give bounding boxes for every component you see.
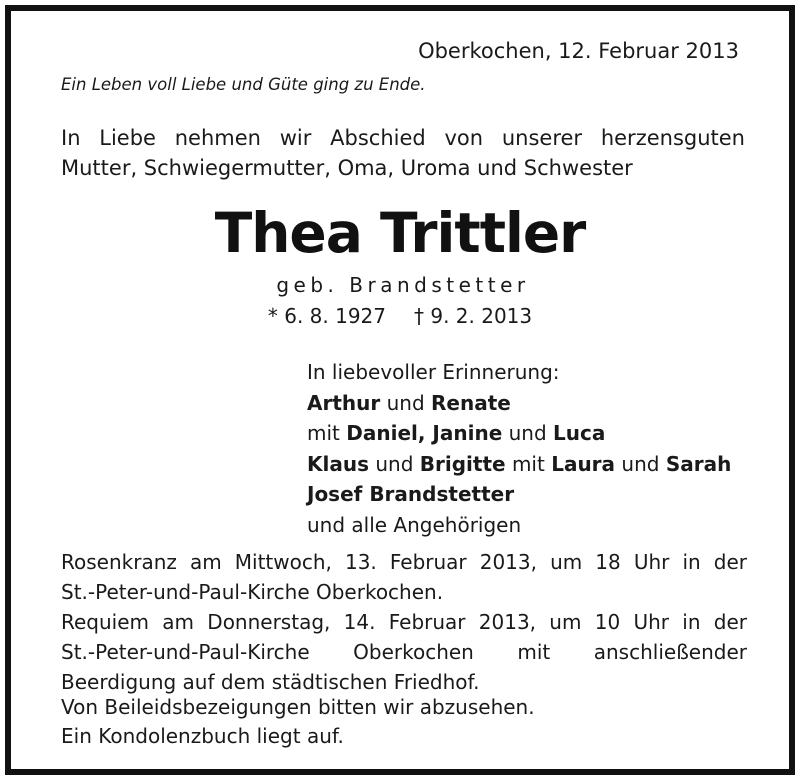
- death-date: † 9. 2. 2013: [414, 304, 533, 328]
- mourners-line: mit Daniel, Janine und Luca: [307, 421, 606, 445]
- closing-line: Ein Kondolenzbuch liegt auf.: [61, 724, 344, 748]
- mourners-line: Klaus und Brigitte mit Laura und Sarah: [307, 451, 732, 476]
- service-line: Requiem am Donnerstag, 14. Februar 2013, um 10 Uhr in der: [61, 610, 747, 634]
- service-line: St.-Peter-und-Paul-Kirche Oberkochen mit anschließender: [61, 640, 747, 664]
- closing-note: [61, 693, 535, 751]
- intro-line: Mutter, Schwiegermutter, Oma, Uroma und Schwester: [61, 156, 633, 180]
- motto: Ein Leben voll Liebe und Güte ging zu Ende.: [61, 75, 426, 94]
- mourners-line: und alle Angehörigen: [307, 512, 522, 537]
- mourners-list: [307, 357, 731, 540]
- intro-line: In Liebe nehmen wir Abschied von unserer herzensguten: [61, 126, 745, 150]
- maiden-name: geb. Brandstetter: [276, 273, 530, 297]
- mourners-line: Josef Brandstetter: [307, 482, 515, 506]
- service-line: St.-Peter-und-Paul-Kirche Oberkochen.: [61, 580, 444, 604]
- obituary-notice: [5, 5, 795, 775]
- mourners-heading: In liebevoller Erinnerung:: [307, 360, 560, 384]
- service-details: [61, 547, 747, 697]
- service-line: Rosenkranz am Mittwoch, 13. Februar 2013, um 18 Uhr in der: [61, 550, 747, 574]
- closing-line: Von Beileidsbezeigungen bitten wir abzusehen.: [61, 695, 535, 719]
- life-dates: [11, 304, 789, 328]
- mourners-line: Arthur und Renate: [307, 390, 511, 415]
- birth-date: * 6. 8. 1927: [267, 304, 386, 328]
- deceased-name: Thea Trittler: [214, 201, 586, 265]
- intro-text: [61, 123, 745, 183]
- service-line: Beerdigung auf dem städtischen Friedhof.: [61, 670, 480, 694]
- place-date: Oberkochen, 12. Februar 2013: [418, 39, 739, 63]
